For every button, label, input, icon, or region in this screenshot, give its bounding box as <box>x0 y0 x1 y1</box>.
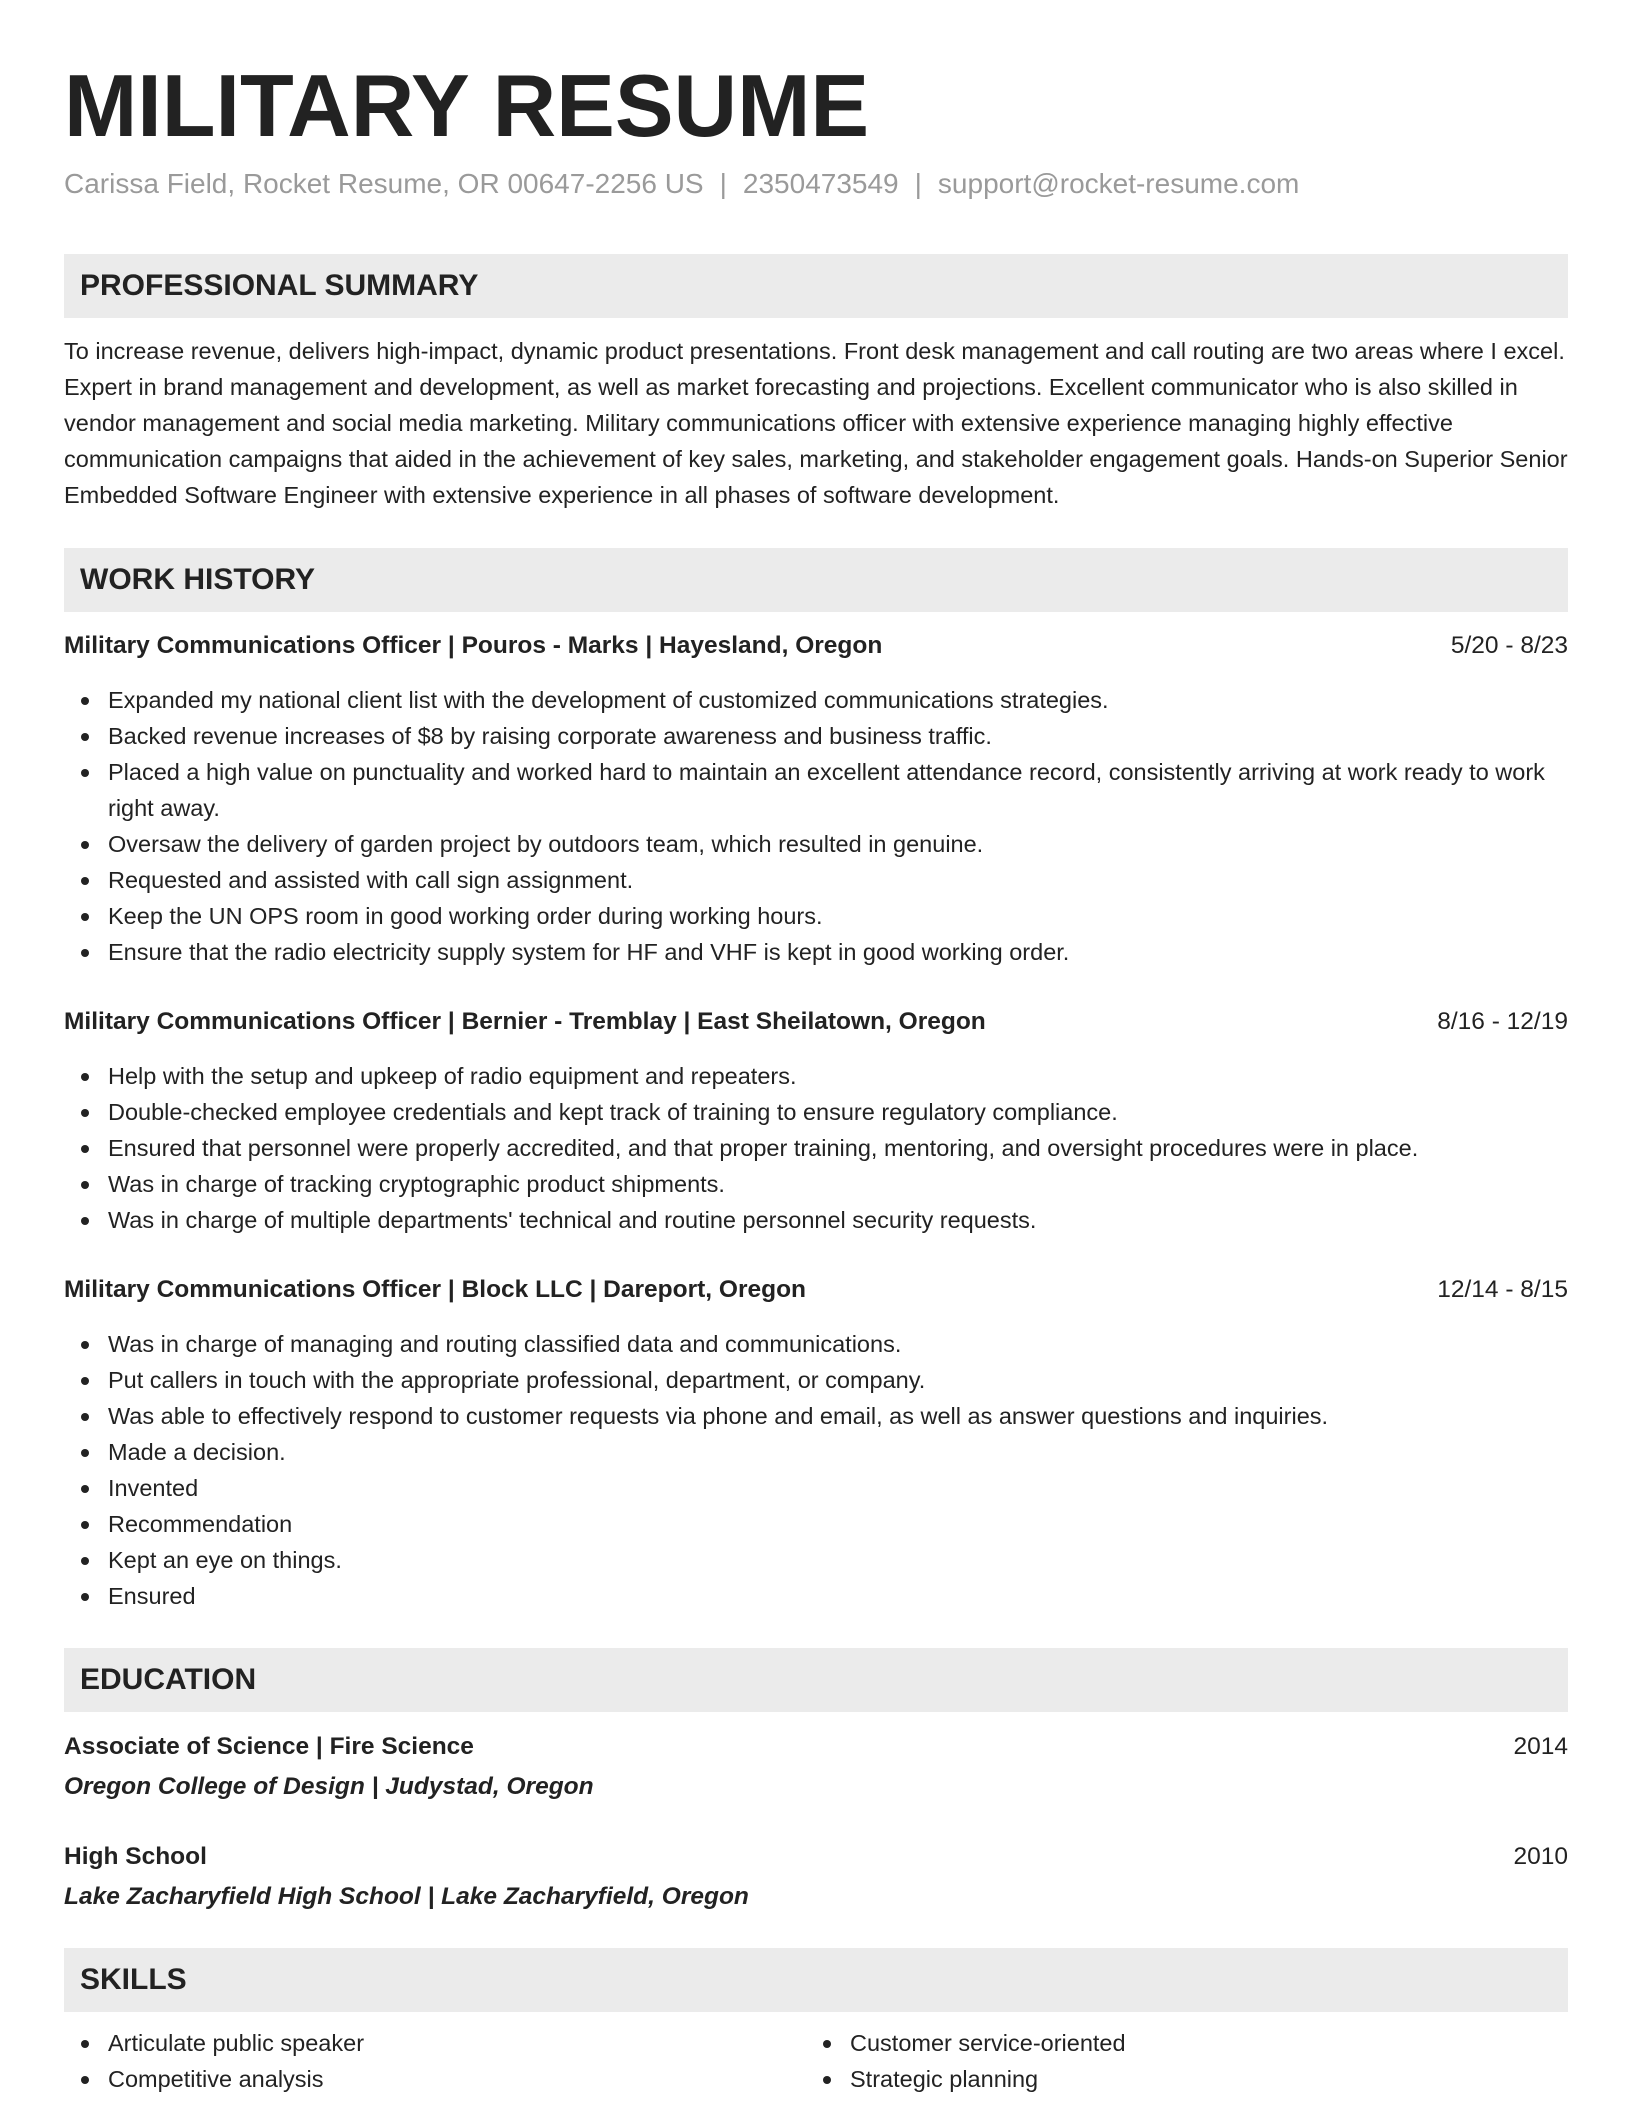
list-item: Was able to effectively respond to customer requests via phone and email, as well as answer questions and inquiries. <box>64 1398 1568 1434</box>
job-title: Military Communications Officer | Block LLC | Dareport, Oregon <box>64 1276 807 1303</box>
job-dates: 12/14 - 8/15 <box>1437 1276 1568 1303</box>
job-header <box>64 628 1568 664</box>
skill-item: Customer service-oriented <box>806 2025 1506 2061</box>
list-item: Keep the UN OPS room in good working order during working hours. <box>64 898 1568 934</box>
work-history-heading: WORK HISTORY <box>64 548 1568 612</box>
job-dates: 5/20 - 8/23 <box>1450 632 1568 659</box>
graduation-year: 2014 <box>1513 1733 1568 1760</box>
contact-separator: | <box>914 168 922 199</box>
job-title: Military Communications Officer | Pouros - Marks | Hayesland, Oregon <box>64 632 883 659</box>
contact-separator: | <box>719 168 727 199</box>
education-entry-header <box>64 1729 1568 1765</box>
skills-list <box>64 2025 764 2097</box>
job-header <box>64 1272 1568 1308</box>
list-item: Expanded my national client list with the development of customized communications strategies. <box>64 682 1568 718</box>
list-item: Ensure that the radio electricity supply system for HF and VHF is kept in good working order. <box>64 934 1568 970</box>
job-header <box>64 1004 1568 1040</box>
list-item: Was in charge of tracking cryptographic product shipments. <box>64 1166 1568 1202</box>
summary-heading: PROFESSIONAL SUMMARY <box>64 254 1568 318</box>
list-item: Help with the setup and upkeep of radio equipment and repeaters. <box>64 1058 1568 1094</box>
skills-heading: SKILLS <box>64 1948 1568 2012</box>
list-item: Made a decision. <box>64 1434 1568 1470</box>
job-title: Military Communications Officer | Bernier - Tremblay | East Sheilatown, Oregon <box>64 1008 986 1035</box>
list-item: Double-checked employee credentials and kept track of training to ensure regulatory compliance. <box>64 1094 1568 1130</box>
list-item: Ensured <box>64 1578 1568 1614</box>
contact-line <box>64 166 1299 202</box>
list-item: Put callers in touch with the appropriate professional, department, or company. <box>64 1362 1568 1398</box>
skill-item: Articulate public speaker <box>64 2025 764 2061</box>
contact-address: Carissa Field, Rocket Resume, OR 00647-2256 US <box>64 168 704 199</box>
graduation-year: 2010 <box>1513 1843 1568 1870</box>
list-item: Backed revenue increases of $8 by raising corporate awareness and business traffic. <box>64 718 1568 754</box>
degree: High School <box>64 1843 207 1870</box>
job-bullet-list <box>64 1058 1568 1238</box>
list-item: Requested and assisted with call sign assignment. <box>64 862 1568 898</box>
skill-item: Competitive analysis <box>64 2061 764 2097</box>
education-heading: EDUCATION <box>64 1648 1568 1712</box>
list-item: Placed a high value on punctuality and worked hard to maintain an excellent attendance record, consistently arriving at work ready to work right away. <box>64 754 1568 826</box>
contact-phone: 2350473549 <box>742 168 899 199</box>
list-item: Recommendation <box>64 1506 1568 1542</box>
school-name: Lake Zacharyfield High School | Lake Zacharyfield, Oregon <box>64 1883 749 1910</box>
list-item: Was in charge of managing and routing classified data and communications. <box>64 1326 1568 1362</box>
education-entry-header <box>64 1839 1568 1875</box>
job-bullet-list <box>64 682 1568 970</box>
school-name: Oregon College of Design | Judystad, Oregon <box>64 1773 594 1800</box>
job-bullet-list <box>64 1326 1568 1614</box>
list-item: Kept an eye on things. <box>64 1542 1568 1578</box>
job-dates: 8/16 - 12/19 <box>1437 1008 1568 1035</box>
skill-item: Strategic planning <box>806 2061 1506 2097</box>
summary-text: To increase revenue, delivers high-impact, dynamic product presentations. Front desk management and call routing are two areas where I excel. Expert in brand management and development, as well as market forecasting and projections. Excellent communicator who is also skilled in vendor management and social media marketing. Military communications officer with extensive experience managing highly effective communication campaigns that aided in the achievement of key sales, marketing, and stakeholder engagement goals. Hands-on Superior Senior Embedded Software Engineer with extensive experience in all phases of software development. <box>64 338 1568 508</box>
list-item: Was in charge of multiple departments' technical and routine personnel security requests. <box>64 1202 1568 1238</box>
list-item: Oversaw the delivery of garden project by outdoors team, which resulted in genuine. <box>64 826 1568 862</box>
degree: Associate of Science | Fire Science <box>64 1733 474 1760</box>
list-item: Invented <box>64 1470 1568 1506</box>
contact-email: support@rocket-resume.com <box>937 168 1300 199</box>
list-item: Ensured that personnel were properly accredited, and that proper training, mentoring, and oversight procedures were in place. <box>64 1130 1568 1166</box>
resume-title: MILITARY RESUME <box>64 56 870 155</box>
skills-list <box>806 2025 1506 2097</box>
